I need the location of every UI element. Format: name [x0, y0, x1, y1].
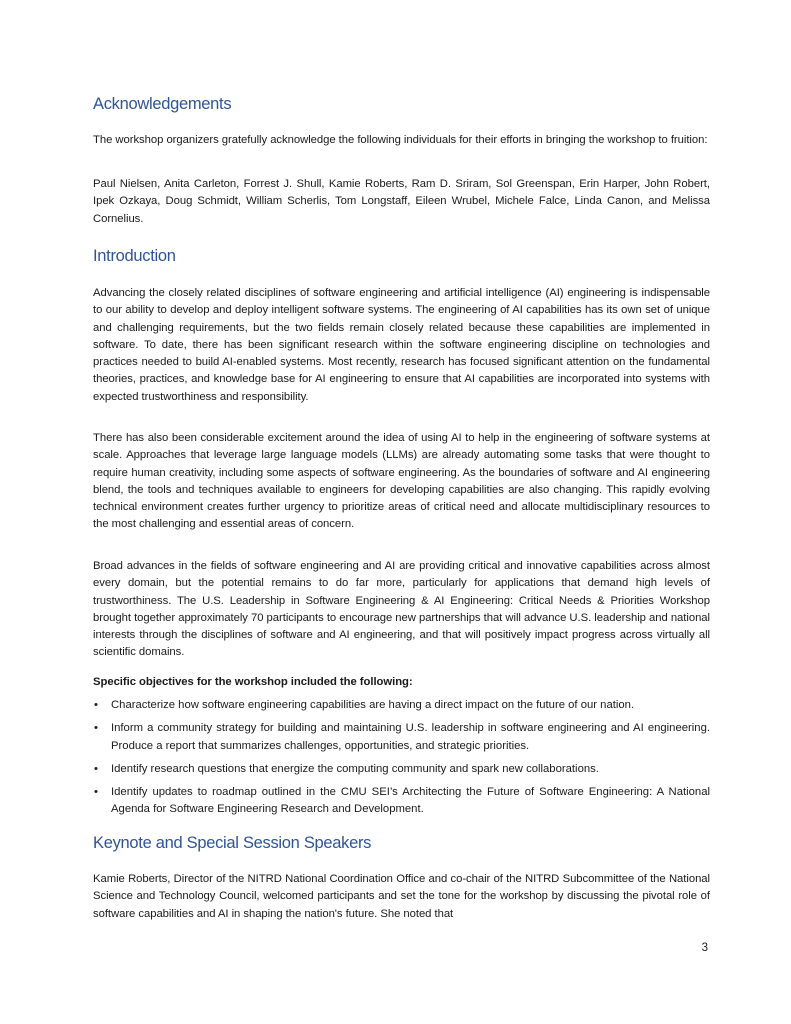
introduction-paragraph: Advancing the closely related disciplines of software engineering and artificial intelligence (AI) engineering is indispensable to our ability to develop and deploy intelligent software systems. The engineering of AI capabilities has its own set of unique and challenging requirements, but the two fields remain closely related because these capabilities are implemented in software. To date, there has been significant research within the software engineering discipline on technologies and practices needed to build AI-enabled systems. Most recently, research has focused significant attention on the fundamental theories, practices, and knowledge base for AI engineering to ensure that AI capabilities are incorporated into systems with expected trustworthiness and responsibility. — [93, 287, 710, 403]
page-number: 3 — [701, 942, 708, 954]
bullet-icon: • — [94, 722, 98, 735]
acknowledgements-intro: The workshop organizers gratefully acknowledge the following individuals for their efforts in bringing the workshop to fruition: — [93, 134, 708, 146]
introduction-heading: Introduction — [93, 247, 176, 265]
keynote-paragraph: Kamie Roberts, Director of the NITRD National Coordination Office and co-chair of the NITRD Subcommittee of the National Science and Technology Council, welcomed participants and set the tone for the workshop by discussing the pivotal role of software capabilities and AI in shaping the nation's future. She noted that — [93, 873, 710, 920]
list-item — [93, 720, 710, 755]
objectives-label: Specific objectives for the workshop included the following: — [93, 676, 413, 688]
bullet-icon: • — [94, 762, 98, 775]
introduction-paragraph: Broad advances in the fields of software engineering and AI are providing critical and innovative capabilities across almost every domain, but the potential remains to do far more, particularly for applications that demand high levels of trustworthiness. The U.S. Leadership in Software Engineering & AI Engineering: Critical Needs & Priorities Workshop brought together approximately 70 participants to encourage new partnerships that will advance U.S. leadership and national interests through the disciplines of software and AI engineering, and that will positively impact progress across virtually all scientific domains. — [93, 560, 710, 659]
list-item-text: Inform a community strategy for building and maintaining U.S. leadership in software engineering and AI engineering. Produce a report that summarizes challenges, opportunities, and strategic priorities. — [111, 722, 710, 752]
bullet-icon: • — [94, 786, 98, 798]
list-item — [93, 697, 710, 714]
introduction-paragraph: There has also been considerable excitement around the idea of using AI to help in the engineering of software systems at scale. Approaches that leverage large language models (LLMs) are already automating some tasks that were thought to require human creativity, including some aspects of software engineering. As the boundaries of software and AI engineering blend, the tools and techniques available to engineers for developing capabilities are also changing. This rapidly evolving technical environment creates further urgency to prioritize areas of critical need and allocate multidisciplinary resources to the most challenging and essential areas of concern. — [93, 432, 710, 531]
list-item — [93, 784, 710, 819]
acknowledgements-names: Paul Nielsen, Anita Carleton, Forrest J. Shull, Kamie Roberts, Ram D. Sriram, Sol Greenspan, Erin Harper, John Robert, Ipek Ozkaya, Doug Schmidt, William Scherlis, Tom Longstaff, Eileen Wrubel, Michele Falce, Linda Canon, and Melissa Cornelius. — [93, 178, 710, 225]
list-item-text: Identify updates to roadmap outlined in the CMU SEI’s Architecting the Future of Software Engineering: A National Agenda for Software Engineering Research and Development. — [111, 786, 710, 816]
list-item — [93, 761, 710, 778]
objectives-list — [93, 697, 710, 825]
acknowledgements-heading: Acknowledgements — [93, 95, 232, 113]
keynote-heading: Keynote and Special Session Speakers — [93, 834, 372, 852]
list-item-text: Identify research questions that energize the computing community and spark new collaborations. — [111, 762, 599, 775]
list-item-text: Characterize how software engineering capabilities are having a direct impact on the future of our nation. — [111, 699, 635, 711]
bullet-icon: • — [94, 699, 98, 711]
